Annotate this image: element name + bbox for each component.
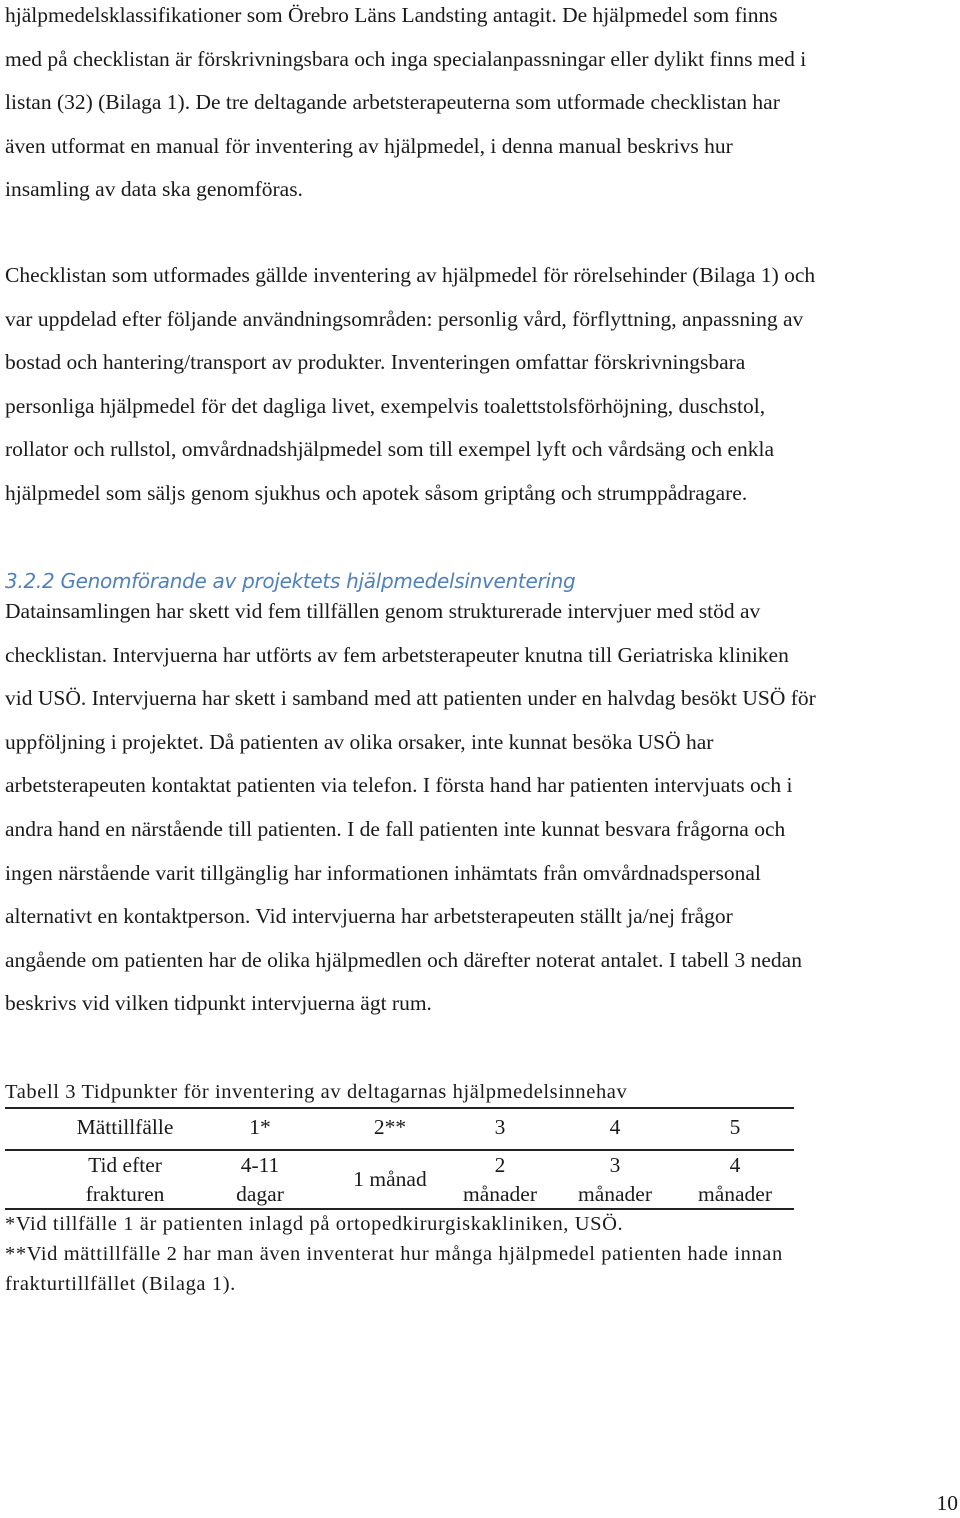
text-line: Datainsamlingen har skett vid fem tillfällen genom strukturerade intervjuer med stöd av xyxy=(5,599,761,623)
cell-line: 4 xyxy=(729,1153,741,1177)
text-line: insamling av data ska genomföras. xyxy=(5,177,303,202)
table-footnote-1: *Vid tillfälle 1 är patienten inlagd på ortopedkirurgiskakliniken, USÖ. xyxy=(5,1213,624,1235)
text-line: bostad och hantering/transport av produkter. Inventeringen omfattar förskrivningsbara xyxy=(5,350,746,375)
header-cell-5: 5 xyxy=(729,1115,741,1139)
footnote-line: **Vid mättillfälle 2 har man även inventerat hur många hjälpmedel patienten hade innan xyxy=(5,1243,783,1265)
cell-line: månader xyxy=(462,1182,537,1206)
table-footnote-2 xyxy=(5,1239,783,1299)
cell-line: dagar xyxy=(236,1182,284,1206)
table-top-rule xyxy=(5,1107,794,1109)
page-number: 10 xyxy=(936,1491,958,1515)
row-label-line: Tid efter xyxy=(88,1153,162,1177)
text-line: checklistan. Intervjuerna har utförts av fem arbetsterapeuter knutna till Geriatriska kliniken xyxy=(5,642,789,667)
text-line: hjälpmedel som säljs genom sjukhus och apotek såsom griptång och strumppådragare. xyxy=(5,480,748,505)
text-line: listan (32) (Bilaga 1). De tre deltagande arbetsterapeuterna som utformade checklistan har xyxy=(5,90,780,115)
header-cell-1: 1* xyxy=(249,1115,271,1139)
row-label-cell xyxy=(25,1151,225,1209)
data-cell-5 xyxy=(685,1151,785,1209)
text-line: rollator och rullstol, omvårdnadshjälpmedel som till exempel lyft och vårdsäng och enkla xyxy=(5,437,775,462)
header-cell-2: 2** xyxy=(373,1115,407,1139)
text-line: med på checklistan är förskrivningsbara och inga specialanpassningar eller dylikt finns med i xyxy=(5,46,807,71)
header-cell-label: Mättillfälle xyxy=(76,1115,174,1139)
cell-line: månader xyxy=(697,1182,772,1206)
cell-line: 3 xyxy=(609,1153,621,1177)
text-line: angående om patienten har de olika hjälpmedlen och därefter noterat antalet. I tabell 3 nedan xyxy=(5,947,802,972)
text-line: var uppdelad efter följande användningsområden: personlig vård, förflyttning, anpassning av xyxy=(5,306,804,331)
text-line: Checklistan som utformades gällde inventering av hjälpmedel för rörelsehinder (Bilaga 1) och xyxy=(5,263,816,287)
section-heading: 3.2.2 Genomförande av projektets hjälpmedelsinventering xyxy=(5,569,576,593)
timepoints-table xyxy=(5,1107,794,1210)
text-line: hjälpmedelsklassifikationer som Örebro Läns Landsting antagit. De hjälpmedel som finns xyxy=(5,3,778,27)
table-caption: Tabell 3 Tidpunkter för inventering av deltagarnas hjälpmedelsinnehav xyxy=(5,1081,628,1103)
data-cell-2: 1 månad xyxy=(353,1167,427,1191)
paragraph-implementation xyxy=(5,590,955,1026)
text-line: andra hand en närstående till patienten. I de fall patienten inte kunnat besvara frågorna och xyxy=(5,816,786,841)
cell-line: 2 xyxy=(494,1153,506,1177)
data-cell-4 xyxy=(565,1151,665,1209)
cell-line: månader xyxy=(577,1182,652,1206)
text-line: personliga hjälpmedel för det dagliga livet, exempelvis toalettstolsförhöjning, duschstol, xyxy=(5,393,766,418)
text-line: uppföljning i projektet. Då patienten av olika orsaker, inte kunnat besöka USÖ har xyxy=(5,729,714,754)
paragraph-intro xyxy=(5,0,955,212)
header-cell-3: 3 xyxy=(494,1115,506,1139)
paragraph-checklist xyxy=(5,254,955,516)
text-line: även utformat en manual för inventering av hjälpmedel, i denna manual beskrivs hur xyxy=(5,133,733,158)
text-line: beskrivs vid vilken tidpunkt intervjuerna ägt rum. xyxy=(5,991,432,1016)
row-label-line: frakturen xyxy=(85,1182,165,1206)
data-cell-3 xyxy=(450,1151,550,1209)
footnote-line: frakturtillfället (Bilaga 1). xyxy=(5,1273,236,1295)
data-cell-1 xyxy=(220,1151,300,1209)
cell-line: 4-11 xyxy=(240,1153,280,1177)
header-cell-4: 4 xyxy=(609,1115,621,1139)
text-line: alternativt en kontaktperson. Vid intervjuerna har arbetsterapeuten ställt ja/nej frågor xyxy=(5,904,733,929)
text-line: ingen närstående varit tillgänglig har informationen inhämtats från omvårdnadspersonal xyxy=(5,860,761,885)
text-line: vid USÖ. Intervjuerna har skett i samband med att patienten under en halvdag besökt USÖ för xyxy=(5,686,816,711)
text-line: arbetsterapeuten kontaktat patienten via telefon. I första hand har patienten intervjuats och i xyxy=(5,773,793,798)
